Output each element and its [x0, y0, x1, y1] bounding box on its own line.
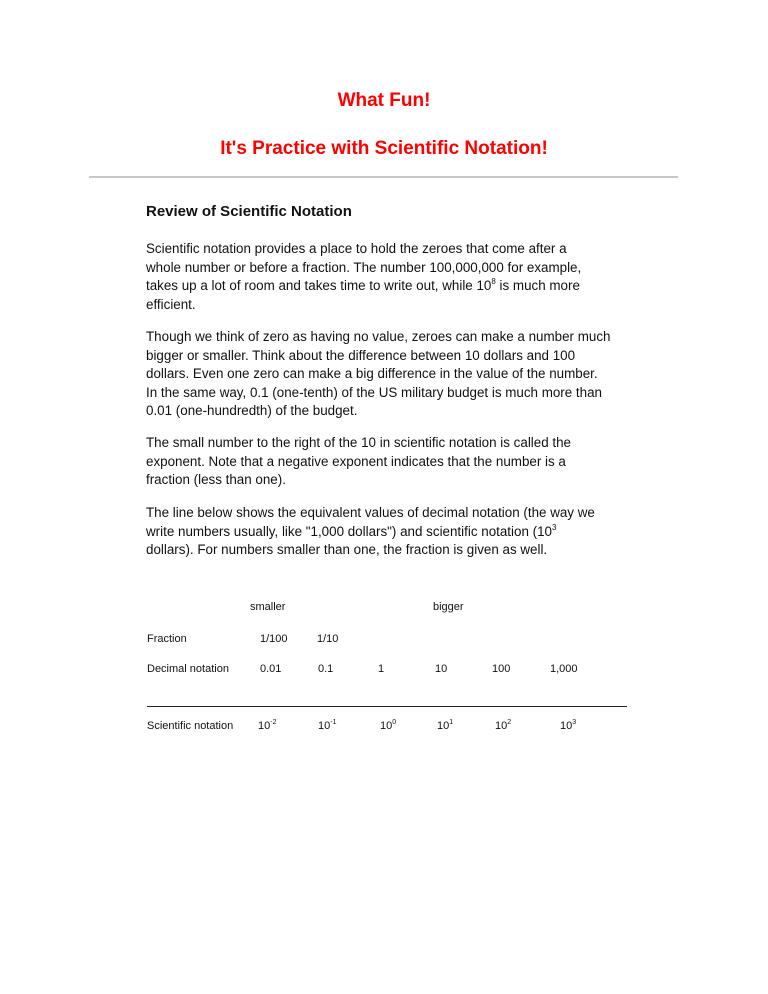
text-segment: The small number to the right of the 10 in scientific notation is called the: [146, 435, 572, 450]
text-segment: The line below shows the equivalent values of decimal notation (the way we: [146, 505, 595, 520]
scientific-exponent: 3: [572, 719, 577, 726]
text-segment: 0.01 (one-hundredth) of the budget.: [146, 403, 358, 418]
text-segment: dollars. Even one zero can make a big difference in the value of the number.: [146, 366, 598, 381]
scientific-value: [437, 720, 453, 732]
scientific-exponent: 1: [449, 719, 454, 726]
paragraph-line: [146, 365, 610, 384]
section-heading: Review of Scientific Notation: [146, 203, 352, 220]
horizontal-rule: [89, 176, 678, 178]
text-segment: bigger or smaller. Think about the difference between 10 dollars and 100: [146, 347, 576, 363]
bigger-label: bigger: [433, 601, 464, 613]
paragraph-line: [146, 523, 595, 542]
scale-line: [147, 706, 627, 707]
paragraph-line: [146, 541, 595, 560]
paragraph-line: [146, 347, 610, 366]
text-segment: exponent. Note that a negative exponent indicates that the number is a: [146, 453, 566, 469]
scientific-value: [380, 720, 396, 732]
scientific-exponent: 2: [507, 719, 512, 726]
scientific-exponent: -2: [270, 719, 277, 726]
superscript-exponent: 8: [491, 277, 496, 286]
title-what-fun: What Fun!: [337, 90, 431, 111]
text-segment: fraction (less than one).: [146, 472, 286, 487]
paragraph-line: [146, 277, 581, 296]
paragraph-intro: [146, 240, 581, 314]
scientific-base: 10: [560, 720, 573, 732]
paragraph-line: [146, 471, 571, 490]
scientific-value: [258, 720, 276, 732]
row-label-decimal: Decimal notation: [147, 663, 229, 675]
paragraph-line-below: [146, 504, 595, 560]
scientific-base: 10: [258, 720, 271, 732]
decimal-value: 10: [435, 663, 448, 675]
paragraph-line: [146, 384, 610, 403]
scientific-value: [318, 720, 336, 732]
paragraph-line: [146, 240, 581, 259]
paragraph-line: [146, 328, 610, 347]
decimal-value: 0.01: [260, 663, 282, 675]
superscript-exponent: 3: [551, 522, 557, 532]
title-practice: It's Practice with Scientific Notation!: [220, 138, 548, 159]
paragraph-line: [146, 434, 571, 453]
smaller-label: smaller: [250, 601, 286, 613]
fraction-value: 1/10: [317, 633, 339, 645]
paragraph-line: [146, 296, 581, 315]
paragraph-line: [146, 259, 581, 278]
text-segment: Scientific notation provides a place to hold the zeroes that come after a: [146, 241, 567, 256]
text-segment: is much more: [495, 278, 580, 293]
text-segment: In the same way, 0.1 (one-tenth) of the US military budget is much more than: [146, 384, 602, 400]
scientific-exponent: 0: [392, 719, 397, 726]
paragraph-zero-value: [146, 328, 610, 421]
paragraph-exponent: [146, 434, 571, 490]
fraction-value: 1/100: [260, 633, 288, 645]
paragraph-line: [146, 402, 610, 421]
paragraph-line: [146, 453, 571, 472]
row-label-scientific: Scientific notation: [147, 720, 234, 732]
text-segment: dollars). For numbers smaller than one, the fraction is given as well.: [146, 542, 548, 557]
row-label-fraction: Fraction: [147, 633, 187, 645]
text-segment: whole number or before a fraction. The number 100,000,000 for example,: [146, 259, 582, 275]
text-segment: write numbers usually, like "1,000 dollars") and scientific notation (10: [146, 523, 552, 539]
scientific-base: 10: [495, 720, 508, 732]
text-segment: efficient.: [146, 296, 196, 312]
scientific-base: 10: [380, 720, 393, 732]
scientific-value: [495, 720, 511, 732]
scientific-value: [560, 720, 576, 732]
decimal-value: 1,000: [550, 663, 578, 675]
text-segment: takes up a lot of room and takes time to write out, while 10: [146, 278, 492, 293]
text-segment: Though we think of zero as having no value, zeroes can make a number much: [146, 329, 611, 344]
decimal-value: 1: [378, 663, 385, 675]
paragraph-line: [146, 504, 595, 523]
scientific-exponent: -1: [330, 719, 337, 726]
decimal-value: 100: [492, 663, 511, 675]
scientific-base: 10: [318, 720, 331, 732]
decimal-value: 0.1: [318, 663, 334, 675]
scientific-base: 10: [437, 720, 450, 732]
